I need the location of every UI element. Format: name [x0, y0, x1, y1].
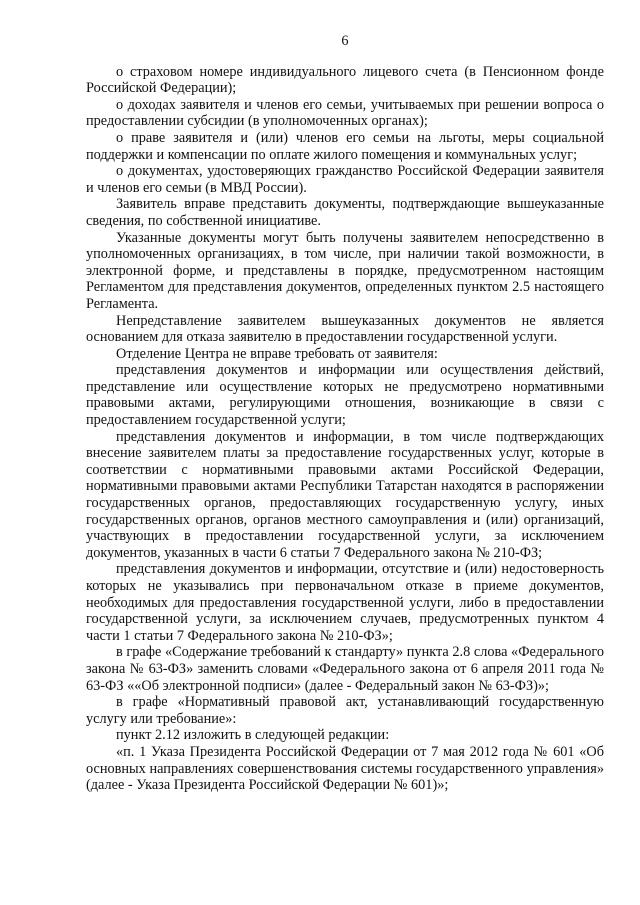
paragraph: представления документов и информации, отсутствие и (или) недостоверность которых не указывались при первоначальном отказе в приеме документов, необходимых для предоставления государственной услуги, либо в предоставлении государственной услуги, за исключением случаев, предусмотренных пунктом 4 части 1 статьи 7 Федерального закона № 210-ФЗ»;: [86, 561, 604, 644]
paragraph: о праве заявителя и (или) членов его семьи на льготы, меры социальной поддержки и компенсации по оплате жилого помещения и коммунальных услуг;: [86, 129, 604, 163]
paragraph: о доходах заявителя и членов его семьи, учитываемых при решении вопроса о предоставлении субсидии (в уполномоченных органах);: [86, 96, 604, 130]
document-page: [86, 33, 604, 794]
paragraph: Отделение Центра не вправе требовать от заявителя:: [116, 345, 438, 362]
paragraph: Непредставление заявителем вышеуказанных документов не является основанием для отказа заявителю в предоставлении государственной услуги.: [86, 312, 604, 346]
document-body: [86, 64, 604, 794]
paragraph: Заявитель вправе представить документы, подтверждающие вышеуказанные сведения, по собственной инициативе.: [86, 196, 604, 229]
paragraph: представления документов и информации или осуществления действий, представление или осуществление которых не предусмотрено нормативными правовыми актами, регулирующими отношения, возникающие в связи с предоставлением государственной услуги;: [86, 362, 604, 429]
paragraph: о документах, удостоверяющих гражданство Российской Федерации заявителя и членов его семьи (в МВД России).: [86, 163, 604, 196]
paragraph: в графе «Нормативный правовой акт, устанавливающий государственную услугу или требование»:: [86, 694, 604, 727]
paragraph: пункт 2.12 изложить в следующей редакции:: [116, 727, 390, 744]
paragraph: Указанные документы могут быть получены заявителем непосредственно в уполномоченных организациях, в том числе, при наличии такой возможности, в электронной форме, и представлены в порядке, предусмотренном настоящим Регламентом для представления документов, определенных пунктом 2.5 настоящего Регламента.: [86, 229, 604, 312]
paragraph: о страховом номере индивидуального лицевого счета (в Пенсионном фонде Российской Федерации);: [86, 63, 604, 97]
paragraph: «п. 1 Указа Президента Российской Федерации от 7 мая 2012 года № 601 «Об основных направлениях совершенствования системы государственного управления» (далее - Указа Президента Российской Федерации № 601)»;: [86, 743, 604, 794]
paragraph: представления документов и информации, в том числе подтверждающих внесение заявителем платы за предоставление государственных услуг, которые в соответствии с нормативными правовыми актами Российской Федерации, нормативными правовыми актами Республики Татарстан находятся в распоряжении государственных органов, предоставляющих государственную услугу, иных государственных органов, органов местного самоуправления и (или) организаций, участвующих в предоставлении государственной услуги, за исключением документов, указанных в части 6 статьи 7 Федерального закона № 210-ФЗ;: [86, 428, 604, 561]
paragraph: в графе «Содержание требований к стандарту» пункта 2.8 слова «Федерального закона № 63-ФЗ» заменить словами «Федерального закона от 6 апреля 2011 года № 63-ФЗ ««Об электронной подписи» (далее - Федеральный закон № 63-ФЗ)»;: [86, 644, 604, 694]
page-number: 6: [341, 33, 349, 49]
